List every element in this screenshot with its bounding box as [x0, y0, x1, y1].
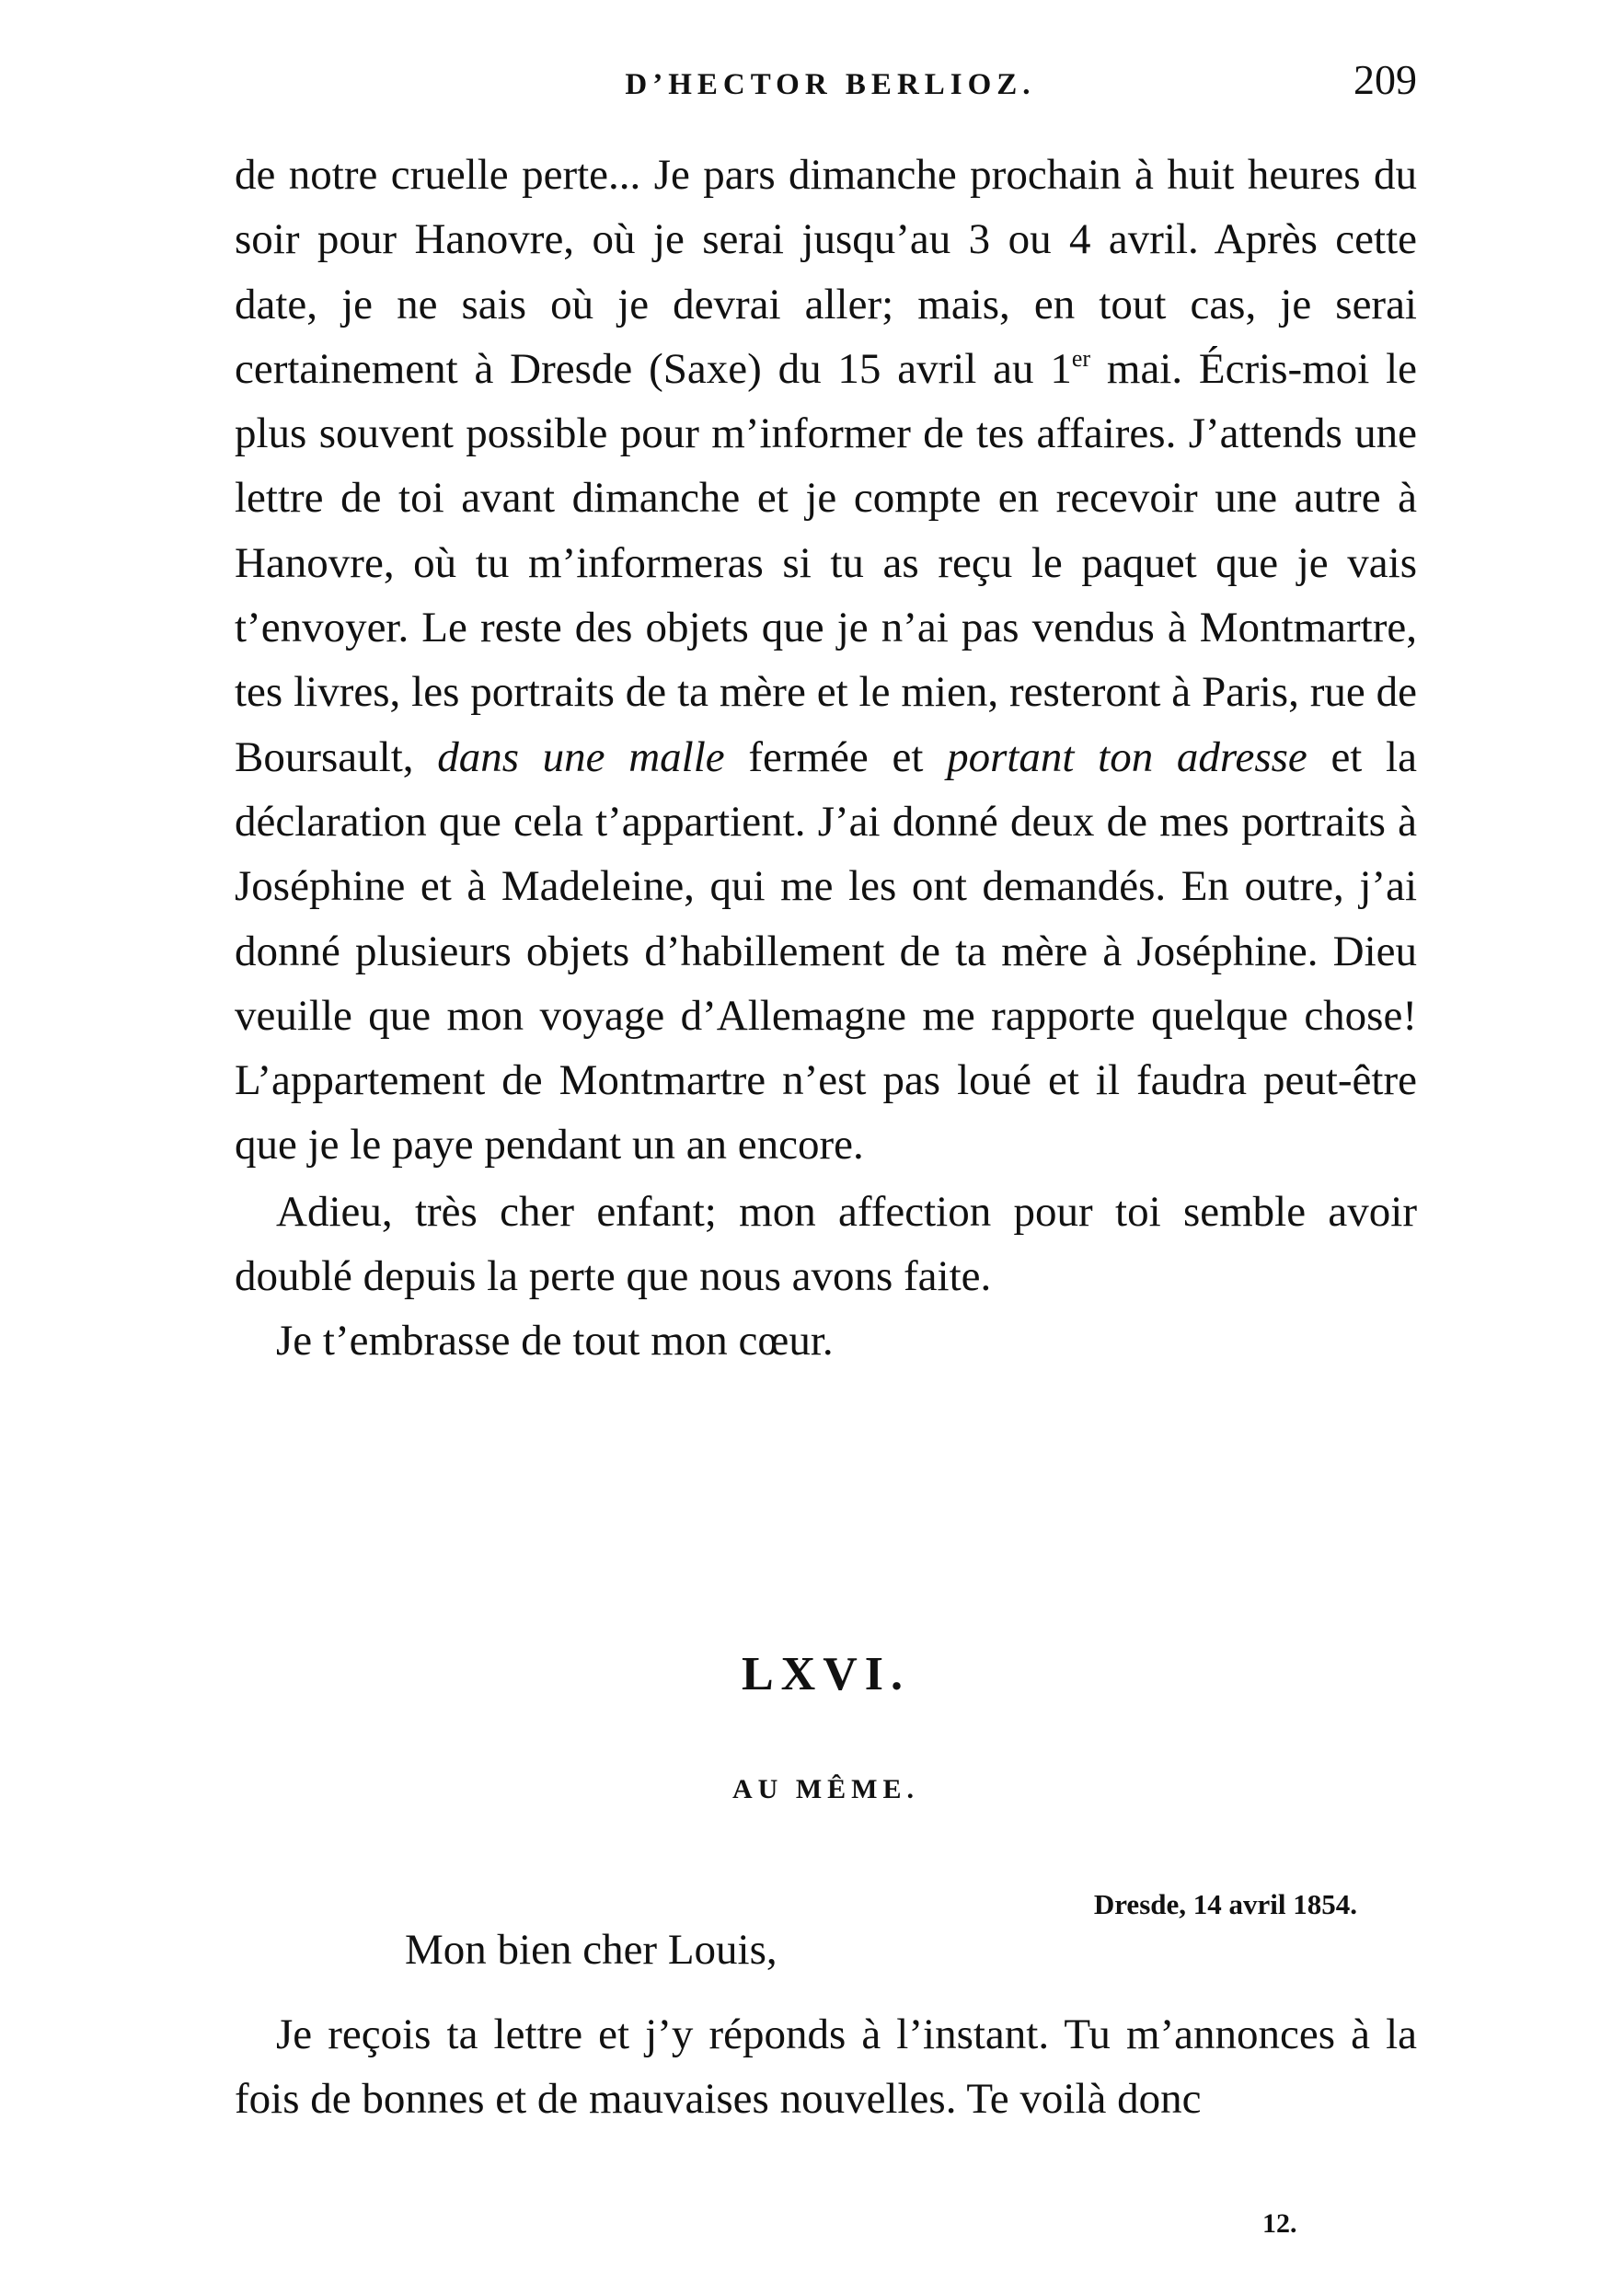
dateline: Dresde, 14 avril 1854. — [1093, 1888, 1357, 1920]
superscript-er: er — [1071, 344, 1091, 372]
text-run: fermée et — [724, 732, 948, 781]
signature-mark: 12. — [1262, 2208, 1297, 2239]
paragraph-continuation — [235, 143, 1417, 1178]
letter-number-heading: LXVI. — [741, 1648, 911, 1700]
text-run: et la déclaration que cela t’appartient. J’ai donné deux de mes portraits à Joséphine et à Madeleine, qui me les ont demandés. En outre, j’ai donné plusieurs objets d’habillement de ta mère à Joséphine. Dieu veuille que mon voyage d’Allemagne me rapporte quelque chose! L’appartement de Montmartre n’est pas loué et il faudra peut-être que je le paye pendant un an encore. — [235, 732, 1417, 1170]
italic-phrase: portant ton adresse — [947, 732, 1307, 781]
text-run: mai. Écris-moi le plus souvent possible pour m’informer de tes affaires. J’attends une lettre de toi avant dimanche et je compte en recevoir une autre à Hanovre, où tu m’informeras si tu as reçu le paquet que je vais t’envoyer. Le reste des objets que je n’ai pas vendus à Montmartre, tes livres, les portraits de ta mère et le mien, resteront à Paris, rue de Boursault, — [235, 344, 1418, 781]
letter-body-paragraph: Je reçois ta lettre et j’y réponds à l’instant. Tu m’annonces à la fois de bonnes et de mauvaises nouvelles. Te voilà donc — [235, 2011, 1417, 2124]
paragraph-closing: Je t’embrasse de tout mon cœur. — [276, 1317, 834, 1365]
italic-phrase: dans une malle — [437, 732, 725, 781]
running-title: D’HECTOR BERLIOZ. — [625, 68, 1036, 101]
paragraph-farewell: Adieu, très cher enfant; mon affection pour toi semble avoir doublé depuis la perte que nous avons faite. — [235, 1187, 1417, 1301]
page-number: 209 — [1353, 56, 1417, 103]
salutation: Mon bien cher Louis, — [405, 1926, 777, 1974]
running-head — [235, 55, 1417, 110]
text-run: de notre cruelle perte... Je pars dimanche prochain à huit heures du soir pour Hanovre, où je serai jusqu’au 3 ou 4 avril. Après cette date, je ne sais où je devrai aller; mais, en tout cas, je serai certainement à Dresde (Saxe) du 15 avril au 1 — [235, 151, 1417, 393]
continuation-text — [235, 143, 1417, 1374]
recipient-heading: AU MÊME. — [732, 1774, 919, 1804]
